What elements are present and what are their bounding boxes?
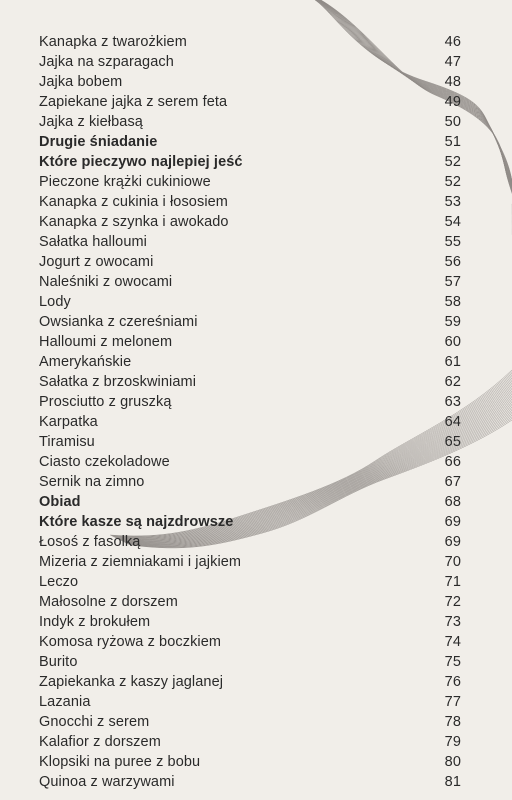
toc-page-number: 78 — [444, 714, 461, 730]
toc-page-number: 49 — [444, 94, 461, 110]
toc-entry-title: Amerykańskie — [39, 354, 132, 370]
toc-entry-title: Indyk z brokułem — [39, 614, 151, 630]
toc-entry-title: Leczo — [39, 574, 79, 590]
toc-entry-title: Gnocchi z serem — [39, 714, 150, 730]
toc-page-number: 54 — [444, 214, 461, 230]
toc-entry-title: Tiramisu — [39, 434, 95, 450]
toc-entry-row — [0, 252, 512, 272]
toc-entry-row — [0, 392, 512, 412]
toc-entry-row — [0, 192, 512, 212]
toc-entry-title: Obiad — [39, 494, 81, 510]
toc-entry-row — [0, 672, 512, 692]
toc-entry-title: Kanapka z twarożkiem — [39, 34, 187, 50]
toc-entry-row — [0, 472, 512, 492]
toc-page-number: 73 — [444, 614, 461, 630]
toc-entry-row — [0, 212, 512, 232]
toc-page-number: 57 — [444, 274, 461, 290]
toc-page-number: 63 — [444, 394, 461, 410]
toc-entry-row — [0, 312, 512, 332]
toc-entry-title: Sernik na zimno — [39, 474, 145, 490]
toc-entry-title: Jajka bobem — [39, 74, 123, 90]
toc-section-row — [0, 152, 512, 172]
toc-page-number: 66 — [444, 454, 461, 470]
toc-entry-row — [0, 172, 512, 192]
toc-page-number: 47 — [444, 54, 461, 70]
toc-entry-row — [0, 692, 512, 712]
toc-page-number: 71 — [444, 574, 461, 590]
toc-page-number: 77 — [444, 694, 461, 710]
toc-entry-title: Drugie śniadanie — [39, 134, 158, 150]
toc-entry-title: Jogurt z owocami — [39, 254, 154, 270]
toc-entry-row — [0, 772, 512, 792]
toc-page-number: 69 — [444, 534, 461, 550]
toc-entry-title: Kanapka z szynka i awokado — [39, 214, 229, 230]
toc-entry-row — [0, 272, 512, 292]
toc-entry-title: Kalafior z dorszem — [39, 734, 161, 750]
toc-entry-row — [0, 652, 512, 672]
toc-entry-title: Zapiekane jajka z serem feta — [39, 94, 228, 110]
toc-page-number: 52 — [444, 174, 461, 190]
toc-entry-title: Klopsiki na puree z bobu — [39, 754, 201, 770]
toc-entry-title: Które kasze są najzdrowsze — [39, 514, 234, 530]
toc-entry-title: Łosoś z fasolką — [39, 534, 141, 550]
toc-entry-row — [0, 232, 512, 252]
toc-entry-row — [0, 552, 512, 572]
toc-entry-title: Lody — [39, 294, 71, 310]
toc-entry-title: Jajka na szparagach — [39, 54, 174, 70]
toc-page-number: 46 — [444, 34, 461, 50]
toc-page-number: 79 — [444, 734, 461, 750]
toc-entry-row — [0, 292, 512, 312]
toc-page-number: 62 — [444, 374, 461, 390]
toc-entry-title: Karpatka — [39, 414, 98, 430]
toc-entry-title: Małosolne z dorszem — [39, 594, 178, 610]
toc-section-row — [0, 512, 512, 532]
table-of-contents — [0, 32, 512, 792]
toc-page-number: 70 — [444, 554, 461, 570]
toc-entry-title: Kanapka z cukinia i łososiem — [39, 194, 228, 210]
toc-entry-title: Halloumi z melonem — [39, 334, 173, 350]
toc-section-row — [0, 132, 512, 152]
toc-page-number: 65 — [444, 434, 461, 450]
toc-page-number: 60 — [444, 334, 461, 350]
toc-entry-row — [0, 92, 512, 112]
toc-entry-row — [0, 112, 512, 132]
toc-entry-row — [0, 752, 512, 772]
toc-entry-row — [0, 72, 512, 92]
toc-entry-row — [0, 432, 512, 452]
toc-entry-title: Naleśniki z owocami — [39, 274, 173, 290]
toc-entry-title: Jajka z kiełbasą — [39, 114, 143, 130]
toc-entry-row — [0, 532, 512, 552]
toc-page-number: 56 — [444, 254, 461, 270]
toc-entry-row — [0, 592, 512, 612]
toc-section-row — [0, 492, 512, 512]
toc-page-number: 61 — [444, 354, 461, 370]
toc-page-number: 80 — [444, 754, 461, 770]
toc-entry-title: Sałatka z brzoskwiniami — [39, 374, 197, 390]
toc-entry-row — [0, 572, 512, 592]
toc-entry-row — [0, 352, 512, 372]
toc-entry-row — [0, 712, 512, 732]
toc-page-number: 67 — [444, 474, 461, 490]
toc-entry-title: Które pieczywo najlepiej jeść — [39, 154, 243, 170]
toc-entry-row — [0, 372, 512, 392]
toc-page-number: 64 — [444, 414, 461, 430]
toc-entry-title: Komosa ryżowa z boczkiem — [39, 634, 222, 650]
toc-entry-title: Ciasto czekoladowe — [39, 454, 170, 470]
toc-entry-title: Lazania — [39, 694, 91, 710]
toc-page-number: 53 — [444, 194, 461, 210]
toc-page-number: 58 — [444, 294, 461, 310]
toc-page-number: 59 — [444, 314, 461, 330]
toc-entry-title: Burito — [39, 654, 78, 670]
toc-page-number: 48 — [444, 74, 461, 90]
toc-entry-title: Mizeria z ziemniakami i jajkiem — [39, 554, 242, 570]
toc-entry-row — [0, 452, 512, 472]
toc-entry-title: Sałatka halloumi — [39, 234, 147, 250]
toc-entry-row — [0, 52, 512, 72]
toc-page-number: 55 — [444, 234, 461, 250]
toc-entry-title: Quinoa z warzywami — [39, 774, 175, 790]
toc-entry-title: Prosciutto z gruszką — [39, 394, 172, 410]
toc-entry-title: Zapiekanka z kaszy jaglanej — [39, 674, 224, 690]
toc-page-number: 72 — [444, 594, 461, 610]
toc-page-number: 50 — [444, 114, 461, 130]
toc-entry-row — [0, 412, 512, 432]
toc-page-number: 81 — [444, 774, 461, 790]
toc-page-number: 68 — [444, 494, 461, 510]
toc-entry-row — [0, 332, 512, 352]
toc-page-number: 75 — [444, 654, 461, 670]
toc-entry-title: Pieczone krążki cukiniowe — [39, 174, 211, 190]
toc-entry-row — [0, 732, 512, 752]
toc-page-number: 51 — [444, 134, 461, 150]
toc-page-number: 69 — [444, 514, 461, 530]
toc-page-number: 52 — [444, 154, 461, 170]
toc-entry-title: Owsianka z czereśniami — [39, 314, 198, 330]
toc-entry-row — [0, 612, 512, 632]
toc-page-number: 74 — [444, 634, 461, 650]
toc-entry-row — [0, 32, 512, 52]
toc-page-number: 76 — [444, 674, 461, 690]
toc-entry-row — [0, 632, 512, 652]
